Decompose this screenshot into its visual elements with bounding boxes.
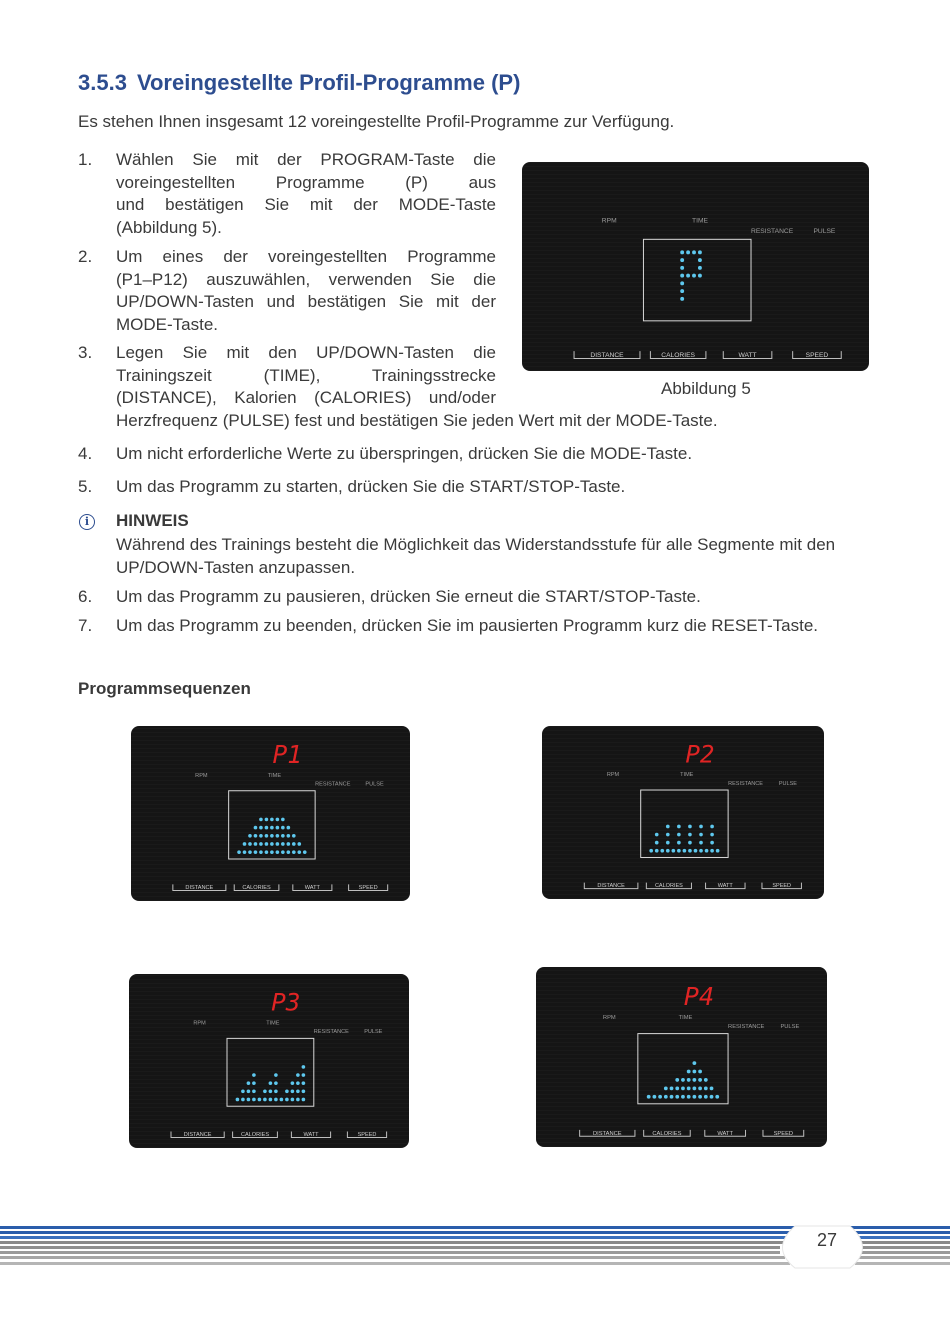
profile-dot [265,842,269,846]
info-icon: i [79,514,95,530]
figure-caption: Abbildung 5 [661,379,751,398]
profile-dot [683,849,687,853]
profile-dot [265,818,269,822]
console-button-label: WATT [738,351,757,359]
intro-text: Es stehen Ihnen insgesamt 12 voreingestellte Profil-Programme zur Verfügung. [78,112,675,131]
profile-dot [677,841,681,845]
profile-dot [655,849,659,853]
profile-dot [281,826,285,830]
console-button-label: SPEED [357,1132,377,1139]
profile-dot [252,1081,256,1085]
profile-dot [687,1070,691,1074]
profile-dot [259,850,263,854]
profile-dot [296,1089,300,1093]
list-number: 6. [78,587,93,606]
profile-dot [694,849,698,853]
profile-dot [241,1089,245,1093]
profile-dot [698,1070,702,1074]
list-number: 7. [78,616,93,635]
profile-dot [281,818,285,822]
profile-frame [643,239,751,321]
profile-dot [263,1098,267,1102]
profile-dot [287,834,291,838]
profile-dot [715,1095,719,1099]
list-line: Herzfrequenz (PULSE) fest und bestätigen Sie jeden Wert mit der MODE-Taste. [116,410,718,430]
profile-dot [687,1095,691,1099]
profile-dot [247,1089,251,1093]
letter-dot [680,266,684,270]
resistance-label: RESISTANCE [728,780,763,787]
profile-dot [692,1070,696,1074]
profile-dot [699,825,703,829]
letter-dot [692,250,696,254]
list-number: 2. [78,247,93,266]
list-number: 5. [78,477,93,496]
program-code: P4 [683,981,715,1011]
rpm-label: RPM [193,1020,206,1027]
profile-dot [274,1081,278,1085]
profile-dot [248,850,252,854]
console-button-label: WATT [304,885,320,892]
console-button-label: CALORIES [652,1130,682,1137]
profile-dot [692,1095,696,1099]
letter-dot [680,250,684,254]
resistance-label: RESISTANCE [315,781,351,788]
profile-dot [237,850,241,854]
profile-dot [675,1086,679,1090]
list-text: Um das Programm zu starten, drücken Sie die START/STOP-Taste. [116,477,626,496]
profile-dot [655,833,659,837]
list-line: voreingestellten Programme (P) aus [116,172,496,192]
profile-dot [287,826,291,830]
letter-dot [680,258,684,262]
profile-dot [270,826,274,830]
profile-dot [660,849,664,853]
profile-dot [710,849,714,853]
letter-dot [698,274,702,278]
profile-dot [688,833,692,837]
profile-dot [292,850,296,854]
letter-dot [692,274,696,278]
pulse-label: PULSE [365,781,384,788]
profile-dot [681,1095,685,1099]
profile-dot [276,842,280,846]
letter-dot [680,281,684,285]
list-line: Um eines der voreingestellten Programme [116,247,496,266]
program-code: P1 [272,739,302,769]
profile-dot [236,1098,240,1102]
list-line: Legen Sie mit den UP/DOWN-Tasten die [116,343,496,362]
profile-dot [698,1086,702,1090]
profile-dot [302,1065,306,1069]
profile-dot [692,1061,696,1065]
console-button-label: SPEED [773,1130,794,1137]
profile-dot [675,1078,679,1082]
letter-dot [680,274,684,278]
profile-dot [291,1081,295,1085]
time-label: TIME [267,772,282,779]
profile-dot [692,1086,696,1090]
profile-dot [688,841,692,845]
profile-dot [258,1098,262,1102]
profile-dot [698,1095,702,1099]
profile-dot [698,1078,702,1082]
profile-dot [710,825,714,829]
profile-dot [710,841,714,845]
profile-dot [270,818,274,822]
profile-dot [675,1095,679,1099]
rpm-label: RPM [602,1015,616,1022]
profile-dot [655,841,659,845]
footer-stripes [0,1222,950,1272]
profile-frame [229,791,315,859]
profile-dot [292,842,296,846]
console-button-label: SPEED [805,351,829,359]
profile-dot [704,1086,708,1090]
profile-dot [287,842,291,846]
profile-dot [687,1086,691,1090]
profile-dot [274,1073,278,1077]
list-line: (DISTANCE), Kalorien (CALORIES) und/oder [116,388,496,407]
profile-dot [687,1078,691,1082]
letter-dot [698,266,702,270]
profile-dot [710,1086,714,1090]
profile-dot [677,849,681,853]
profile-dot [254,842,258,846]
profile-dot [670,1086,674,1090]
profile-dot [677,825,681,829]
profile-dot [270,842,274,846]
profile-dot [259,826,263,830]
list-number: 4. [78,444,93,463]
list-number: 1. [78,150,93,169]
profile-dot [254,834,258,838]
profile-dot [297,850,301,854]
profile-dot [699,841,703,845]
time-label: TIME [692,217,708,225]
profile-dot [302,1081,306,1085]
profile-dot [688,849,692,853]
profile-dot [705,849,709,853]
profile-dot [710,1095,714,1099]
profile-dot [252,1089,256,1093]
time-label: TIME [266,1020,280,1027]
profile-dot [254,826,258,830]
profile-dot [653,1095,657,1099]
list-line: UP/DOWN-Tasten und bestätigen Sie mit der [116,292,496,311]
profile-dot [280,1098,284,1102]
profile-dot [692,1078,696,1082]
profile-dot [259,818,263,822]
resistance-label: RESISTANCE [751,228,794,236]
profile-dot [274,1089,278,1093]
profile-dot [269,1098,273,1102]
profile-dot [252,1098,256,1102]
page-number: 27 [816,1230,838,1250]
profile-dot [302,1073,306,1077]
console-button-label: CALORIES [240,1132,270,1139]
profile-frame [638,1034,728,1104]
list-line: Wählen Sie mit der PROGRAM-Taste die [116,150,496,169]
profile-dot [243,842,247,846]
console-button-label: WATT [303,1132,319,1139]
profile-dot [270,850,274,854]
profile-dot [647,1095,651,1099]
console-button-label: CALORIES [242,885,271,892]
profile-dot [263,1089,267,1093]
letter-dot [680,289,684,293]
profile-dot [296,1081,300,1085]
console-display-p3 [129,974,409,1148]
program-code: P3 [271,987,301,1017]
list-line: (P1–P12) auszuwählen, verwenden Sie die [116,269,496,289]
profile-dot [265,834,269,838]
console-button-label: SPEED [358,885,378,892]
profile-dot [710,833,714,837]
rpm-label: RPM [195,772,208,779]
console-display-p2 [542,726,824,899]
profile-dot [681,1078,685,1082]
rpm-label: RPM [601,217,617,225]
profile-dot [291,1089,295,1093]
profile-dot [274,1098,278,1102]
time-label: TIME [680,772,694,779]
resistance-label: RESISTANCE [313,1029,349,1036]
section-title: Voreingestellte Profil-Programme (P) [136,70,521,95]
profile-dot [302,1089,306,1093]
section-heading [78,70,520,96]
note-title: HINWEIS [116,511,189,530]
profile-dot [241,1098,245,1102]
profile-dot [291,1098,295,1102]
profile-dot [248,842,252,846]
console-button-label: DISTANCE [183,1132,212,1139]
console-display-p4 [536,967,827,1147]
profile-dot [276,818,280,822]
profile-dot [243,850,247,854]
pulse-label: PULSE [813,228,836,236]
section-number: 3.5.3 [78,70,127,95]
profile-dot [704,1078,708,1082]
note-text: Während des Trainings besteht die Möglichkeit das Widerstandsstufe für alle Segmente mit den UP/DOWN-Tasten anzupassen. [116,535,836,577]
profile-dot [649,849,653,853]
profile-dot [699,833,703,837]
letter-dot [686,250,690,254]
console-display-p [522,162,869,371]
profile-dot [302,1098,306,1102]
profile-dot [296,1098,300,1102]
list-line: (Abbildung 5). [116,217,222,237]
subheading: Programmsequenzen [78,679,251,698]
profile-dot [252,1073,256,1077]
profile-dot [285,1089,289,1093]
console-display-p1 [131,726,410,901]
profile-dot [681,1086,685,1090]
profile-dot [666,825,670,829]
profile-dot [297,842,301,846]
profile-dot [688,825,692,829]
profile-dot [704,1095,708,1099]
profile-dot [270,834,274,838]
list-line: MODE-Taste. [116,314,219,334]
profile-dot [303,850,307,854]
profile-dot [285,1098,289,1102]
profile-dot [247,1098,251,1102]
profile-dot [269,1081,273,1085]
console-button-label: DISTANCE [592,1130,622,1137]
profile-dot [699,849,703,853]
profile-dot [259,842,263,846]
letter-dot [686,274,690,278]
profile-dot [276,834,280,838]
profile-dot [254,850,258,854]
profile-dot [666,849,670,853]
rpm-label: RPM [606,772,620,779]
console-button-label: DISTANCE [590,351,624,359]
console-button-label: DISTANCE [185,885,214,892]
list-text: Um das Programm zu pausieren, drücken Sie erneut die START/STOP-Taste. [116,587,701,606]
resistance-label: RESISTANCE [728,1024,765,1031]
list-line: Trainingszeit (TIME), Trainingsstrecke [116,365,496,385]
profile-dot [276,850,280,854]
list-text: Um nicht erforderliche Werte zu überspringen, drücken Sie die MODE-Taste. [116,444,693,463]
profile-dot [287,850,291,854]
profile-dot [281,850,285,854]
profile-dot [265,826,269,830]
profile-dot [664,1095,668,1099]
profile-frame [227,1038,314,1106]
profile-dot [259,834,263,838]
profile-dot [670,1095,674,1099]
list-line: und bestätigen Sie mit der MODE-Taste [116,195,496,214]
console-button-label: DISTANCE [597,883,625,890]
profile-dot [292,834,296,838]
profile-dot [248,834,252,838]
profile-dot [269,1089,273,1093]
profile-dot [664,1086,668,1090]
console-button-label: WATT [717,1130,733,1137]
profile-dot [247,1081,251,1085]
profile-dot [677,833,681,837]
pulse-label: PULSE [778,780,797,787]
pulse-label: PULSE [364,1029,383,1036]
letter-dot [680,297,684,301]
profile-frame [641,790,728,857]
profile-dot [265,850,269,854]
console-button-label: CALORIES [661,351,696,359]
profile-dot [296,1073,300,1077]
profile-dot [672,849,676,853]
letter-dot [698,250,702,254]
profile-dot [281,842,285,846]
console-button-label: SPEED [772,883,792,890]
profile-dot [658,1095,662,1099]
console-button-label: CALORIES [654,883,683,890]
profile-dot [281,834,285,838]
profile-dot [716,849,720,853]
pulse-label: PULSE [780,1024,800,1031]
profile-dot [666,841,670,845]
profile-dot [666,833,670,837]
list-text: Um das Programm zu beenden, drücken Sie im pausierten Programm kurz die RESET-Taste. [116,616,819,635]
letter-dot [698,258,702,262]
program-code: P2 [685,740,715,769]
profile-dot [276,826,280,830]
list-number: 3. [78,343,93,362]
console-button-label: WATT [717,883,733,890]
time-label: TIME [678,1015,693,1022]
